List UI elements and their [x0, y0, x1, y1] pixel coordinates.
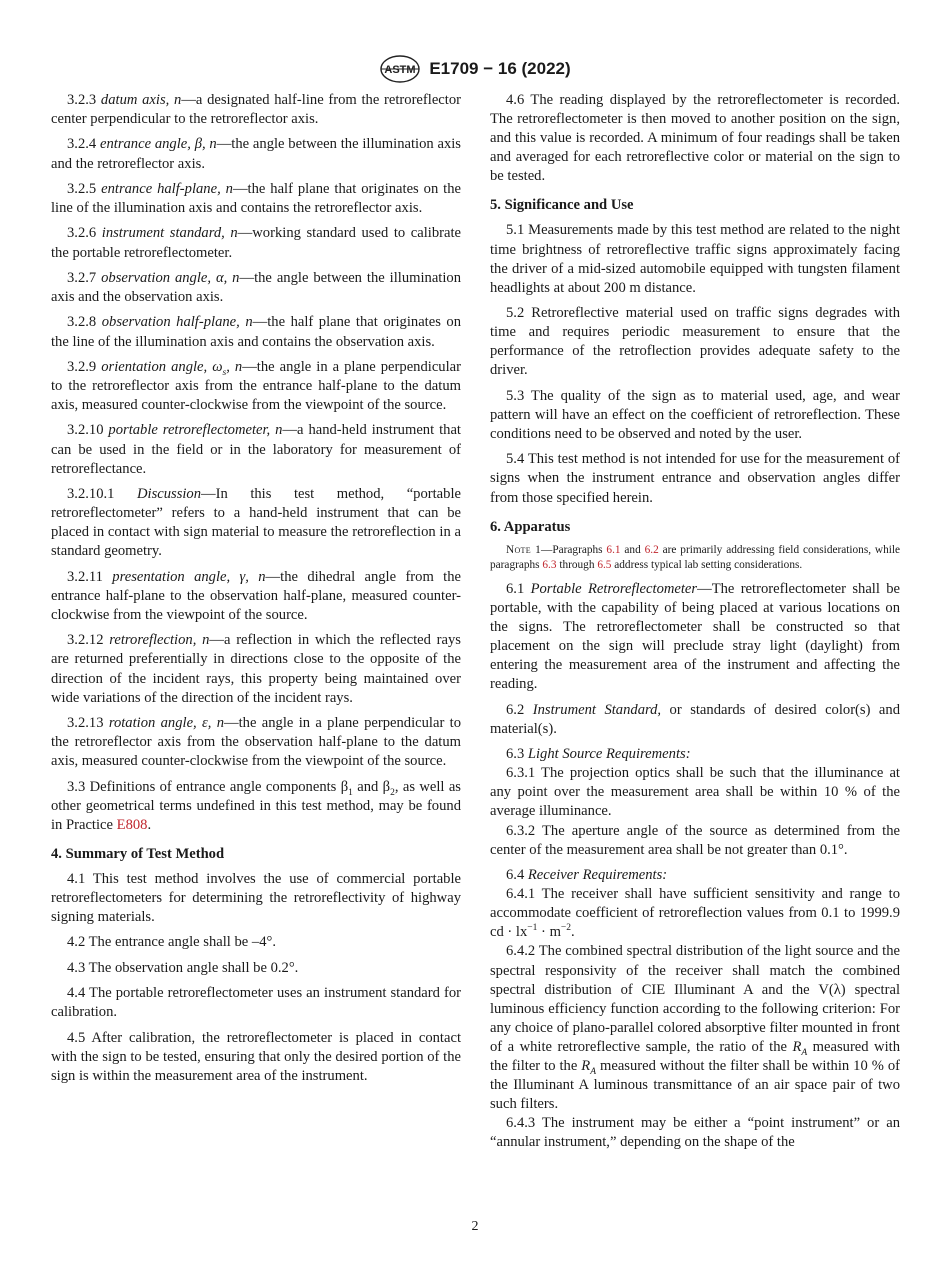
note-1: Note 1—Paragraphs 6.1 and 6.2 are primarily addressing field considerations, while paragraphs 6.3 through 6.5 address typical lab setting considerations. — [490, 543, 901, 572]
left-column — [51, 91, 461, 1092]
para-4-6: 4.6 The reading displayed by the retroreflectometer is recorded. The retroreflectometer is then moved to another position on the sign, and this value is recorded. A minimum of four readings shall be taken and averaged for each retroreflective color or material on the sign to be tested. — [490, 92, 900, 185]
def-3-2-13: 3.2.13 rotation angle, ε, n—the angle in a plane perpendicular to the retroreflector axis from the observation half-plane to the datum axis, measured counter-clockwise from the viewpoint of the source. — [51, 714, 461, 770]
def-3-2-7: 3.2.7 observation angle, α, n—the angle between the illumination axis and the observation axis. — [51, 269, 461, 306]
def-3-2-4: 3.2.4 entrance angle, β, n—the angle between the illumination axis and the retroreflector axis. — [51, 136, 461, 172]
para-6-3-2: 6.3.2 The aperture angle of the source as determined from the center of the measurement area shall be not greater than 0.1°. — [490, 822, 900, 858]
ref-6-5-link[interactable]: 6.5 — [597, 559, 612, 572]
para-6-4-1: 6.4.1 The receiver shall have sufficient sensitivity and range to accommodate coefficient of retroreflection values from 0.1 to 1999.9 cd · $lx^{-1} \cdot m^{-2}$. — [490, 886, 900, 941]
ref-6-2-link[interactable]: 6.2 — [644, 543, 659, 556]
para-6-4: 6.4 Receiver Requirements: — [506, 867, 668, 884]
def-3-2-6: 3.2.6 instrument standard, n—working standard used to calibrate the portable retroreflectometer. — [51, 225, 461, 261]
para-6-2: 6.2 Instrument Standard, or standards of desired color(s) and material(s). — [490, 701, 901, 737]
def-3-2-10: 3.2.10 portable retroreflectometer, n—a hand-held instrument that can be used in the field or in the laboratory for measurement of retroreflectance. — [51, 422, 461, 477]
para-6-4-2: 6.4.2 The combined spectral distribution of the light source and the spectral responsivity of the receiver shall match the combined spectral distribution of CIE Illuminant A and the V(λ) spectral luminous efficiency function according to the following criterion: For any choice of plano-parallel colored absorptive filter mounted in front of a white retroreflective sample, the ratio of the $R_A$ measured with the filter to the $R_A$ measured without the filter shall be within 10 % of the Illuminant A luminous transmittance of an air space pair of two such filters. — [490, 943, 900, 1113]
para-6-1: 6.1 Portable Retroreflectometer—The retroreflectometer shall be portable, with the capability of being placed at various locations on the signs. The retroreflectometer shall be constructed so that placement on the sign will preclude stray light (daylight) from entering the measurement area of the instrument and affecting the reading. — [490, 580, 900, 693]
para-5-1: 5.1 Measurements made by this test method are related to the night time brightness of retroreflective traffic signs approximately facing the driver of a mid-sized automobile equipped with tungsten filament headlights at about 200 m distance. — [490, 222, 900, 296]
para-4-4: 4.4 The portable retroreflectometer uses an instrument standard for calibration. — [51, 985, 461, 1021]
para-4-1: 4.1 This test method involves the use of commercial portable retroreflectometers for determining the retroreflectivity of highway signing materials. — [51, 870, 461, 926]
def-3-2-12: 3.2.12 retroreflection, n—a reflection in which the reflected rays are returned preferentially in directions close to the opposite of the direction of the incident rays, this property being maintained over wide variations of the direction of the incident rays. — [51, 632, 461, 706]
para-6-3: 6.3 Light Source Requirements: — [506, 746, 691, 763]
para-5-4: 5.4 This test method is not intended for use for the measurement of signs when the instrument entrance and observation angles differ from those specified herein. — [490, 451, 900, 506]
para-4-3: 4.3 The observation angle shall be 0.2°. — [67, 959, 299, 976]
astm-logo-icon — [379, 54, 421, 84]
section-5-title: 5. Significance and Use — [490, 197, 634, 214]
def-3-2-9: 3.2.9 orientation angle, $\omega_s$, n—the angle in a plane perpendicular to the retroreflector axis from the entrance half-plane to the datum axis, measured counter-clockwise from the viewpoint of the source. — [51, 358, 461, 414]
para-6-3-1: 6.3.1 The projection optics shall be such that the illuminance at any point over the measurement area shall be within 10 % of the average illuminance. — [490, 765, 900, 820]
page-header — [0, 54, 950, 84]
ref-6-1-link[interactable]: 6.1 — [606, 543, 621, 556]
def-3-2-8: 3.2.8 observation half-plane, n—the half plane that originates on the line of the illumination axis and contains the observation axis. — [51, 314, 462, 350]
para-5-3: 5.3 The quality of the sign as to material used, age, and wear pattern will have an effect on the coefficient of retroreflection. These conditions need to be observed and noted by the user. — [490, 387, 900, 442]
page-number: 2 — [471, 1219, 479, 1234]
def-3-2-10-1: 3.2.10.1 Discussion—In this test method, “portable retroreflectometer” refers to a hand-held instrument that can be placed in contact with sign material to measure the retroreflection in a standard geometry. — [51, 486, 461, 560]
section-6-title: 6. Apparatus — [490, 518, 571, 535]
def-3-2-11: 3.2.11 presentation angle, γ, n—the dihedral angle from the entrance half-plane to the observation half-plane, measured counter-clockwise from the viewpoint of the source. — [51, 568, 461, 623]
document-designation: E1709 − 16 (2022) — [429, 59, 571, 78]
def-3-2-3: 3.2.3 datum axis, n—a designated half-line from the retroreflector center perpendicular to the retroreflector axis. — [51, 92, 461, 128]
para-3-3: 3.3 Definitions of entrance angle components $\beta_1$ and $\beta_2$, as well as other geometrical terms undefined in this test method, may be found in Practice E808. — [51, 778, 461, 833]
def-3-2-5: 3.2.5 entrance half-plane, n—the half plane that originates on the line of the illumination axis and contains the retroreflector axis. — [51, 180, 461, 217]
para-4-5: 4.5 After calibration, the retroreflectometer is placed in contact with the sign to be tested, ensuring that only the desired portion of the sign is within the measurement area of the instrument. — [51, 1029, 461, 1084]
svg-text:ASTM: ASTM — [384, 64, 416, 76]
para-5-2: 5.2 Retroreflective material used on traffic signs degrades with time and requires periodic measurement to ensure that the performance of the retroflection provides adequate safety to the driver. — [490, 305, 900, 379]
para-4-2: 4.2 The entrance angle shall be –4°. — [67, 934, 276, 951]
ref-e808-link[interactable]: E808 — [116, 816, 148, 833]
right-column — [490, 91, 900, 1152]
section-4-title: 4. Summary of Test Method — [51, 845, 225, 862]
ref-6-3-link[interactable]: 6.3 — [542, 559, 557, 572]
para-6-4-3: 6.4.3 The instrument may be either a “point instrument” or an “annular instrument,” depending on the shape of the — [490, 1115, 900, 1151]
